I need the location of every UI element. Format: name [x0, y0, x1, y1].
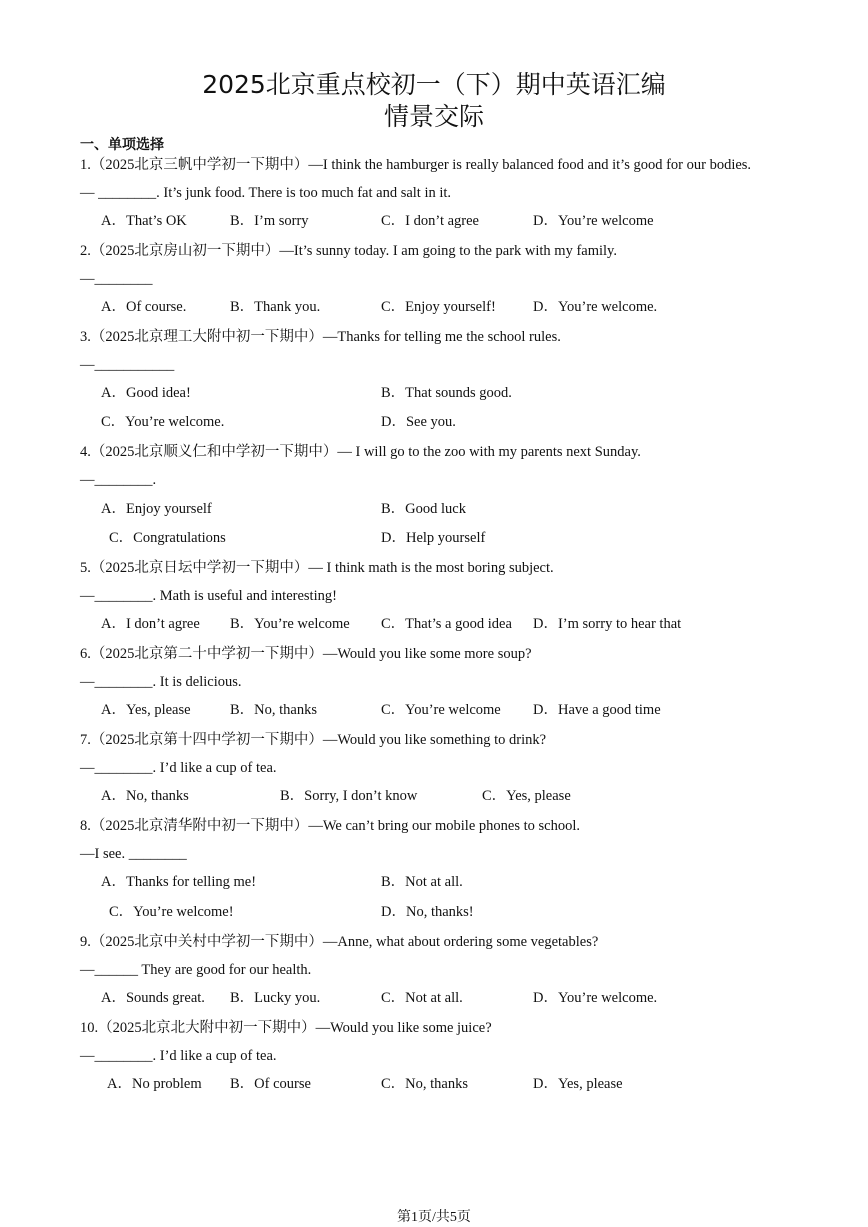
- question-1-option-d: D．You’re welcome: [533, 213, 654, 229]
- question-2-stem: 2.（2025北京房山初一下期中）—It’s sunny today. I am going to the park with my family.: [80, 243, 617, 259]
- question-10-option-c: C．No, thanks: [381, 1076, 468, 1092]
- question-4-option-a: A．Enjoy yourself: [101, 501, 212, 517]
- section-heading: 一、单项选择: [80, 137, 164, 153]
- question-10-option-a: A．No problem: [107, 1076, 202, 1092]
- question-6-option-b: B．No, thanks: [230, 702, 317, 718]
- question-6-answer-blank: —________. It is delicious.: [80, 674, 242, 690]
- question-4-stem: 4.（2025北京顺义仁和中学初一下期中）— I will go to the zoo with my parents next Sunday.: [80, 444, 641, 460]
- question-5-option-c: C．That’s a good idea: [381, 616, 512, 632]
- question-5-stem: 5.（2025北京日坛中学初一下期中）— I think math is the most boring subject.: [80, 560, 554, 576]
- question-9-stem: 9.（2025北京中关村中学初一下期中）—Anne, what about ordering some vegetables?: [80, 934, 599, 950]
- question-6-option-d: D．Have a good time: [533, 702, 661, 718]
- question-6-option-c: C．You’re welcome: [381, 702, 501, 718]
- question-7-answer-blank: —________. I’d like a cup of tea.: [80, 760, 277, 776]
- question-5-option-b: B．You’re welcome: [230, 616, 350, 632]
- question-5-option-a: A．I don’t agree: [101, 616, 200, 632]
- question-9-option-a: A．Sounds great.: [101, 990, 205, 1006]
- question-7-option-a: A．No, thanks: [101, 788, 189, 804]
- question-6-option-a: A．Yes, please: [101, 702, 191, 718]
- question-7-option-b: B．Sorry, I don’t know: [280, 788, 418, 804]
- question-3-option-c: C．You’re welcome.: [101, 414, 225, 430]
- question-7-option-c: C．Yes, please: [482, 788, 571, 804]
- question-5-answer-blank: —________. Math is useful and interesting!: [80, 588, 337, 604]
- question-8-option-a: A．Thanks for telling me!: [101, 874, 257, 890]
- question-2-answer-blank: —________: [80, 271, 153, 287]
- question-1-option-b: B．I’m sorry: [230, 213, 309, 229]
- question-4-option-b: B．Good luck: [381, 501, 466, 517]
- question-9-answer-blank: —______ They are good for our health.: [80, 962, 312, 978]
- question-2-option-c: C．Enjoy yourself!: [381, 299, 496, 315]
- question-1-stem: 1.（2025北京三帆中学初一下期中）—I think the hamburger is really balanced food and it’s good for our bodies.: [80, 157, 752, 173]
- question-4-option-c: C．Congratulations: [109, 530, 226, 546]
- page-subtitle: 情景交际: [383, 102, 484, 131]
- question-1-option-c: C．I don’t agree: [381, 213, 479, 229]
- question-7-stem: 7.（2025北京第十四中学初一下期中）—Would you like something to drink?: [80, 732, 547, 748]
- question-1-option-a: A．That’s OK: [101, 213, 187, 229]
- question-10-stem: 10.（2025北京北大附中初一下期中）—Would you like some juice?: [80, 1020, 492, 1036]
- question-9-option-b: B．Lucky you.: [230, 990, 321, 1006]
- question-1-answer-blank: — ________. It’s junk food. There is too much fat and salt in it.: [80, 185, 452, 201]
- question-3-option-a: A．Good idea!: [101, 385, 191, 401]
- question-9-option-d: D．You’re welcome.: [533, 990, 658, 1006]
- question-8-answer-blank: —I see. ________: [80, 846, 187, 862]
- question-8-stem: 8.（2025北京清华附中初一下期中）—We can’t bring our mobile phones to school.: [80, 818, 580, 834]
- question-10-option-d: D．Yes, please: [533, 1076, 623, 1092]
- question-10-answer-blank: —________. I’d like a cup of tea.: [80, 1048, 277, 1064]
- question-6-stem: 6.（2025北京第二十中学初一下期中）—Would you like some more soup?: [80, 646, 532, 662]
- question-8-option-d: D．No, thanks!: [381, 904, 474, 920]
- question-3-option-b: B．That sounds good.: [381, 385, 512, 401]
- question-2-option-d: D．You’re welcome.: [533, 299, 658, 315]
- page-title: 2025北京重点校初一（下）期中英语汇编: [202, 70, 666, 99]
- question-4-option-d: D．Help yourself: [381, 530, 486, 546]
- question-2-option-b: B．Thank you.: [230, 299, 321, 315]
- question-5-option-d: D．I’m sorry to hear that: [533, 616, 682, 632]
- page-number-footer: 第1页/共5页: [397, 1210, 471, 1225]
- question-2-option-a: A．Of course.: [101, 299, 187, 315]
- question-3-answer-blank: —___________: [80, 357, 175, 373]
- question-4-answer-blank: —________.: [80, 472, 157, 488]
- question-8-option-c: C．You’re welcome!: [109, 904, 234, 920]
- question-3-option-d: D．See you.: [381, 414, 456, 430]
- question-9-option-c: C．Not at all.: [381, 990, 463, 1006]
- question-10-option-b: B．Of course: [230, 1076, 311, 1092]
- question-8-option-b: B．Not at all.: [381, 874, 463, 890]
- question-3-stem: 3.（2025北京理工大附中初一下期中）—Thanks for telling me the school rules.: [80, 329, 561, 345]
